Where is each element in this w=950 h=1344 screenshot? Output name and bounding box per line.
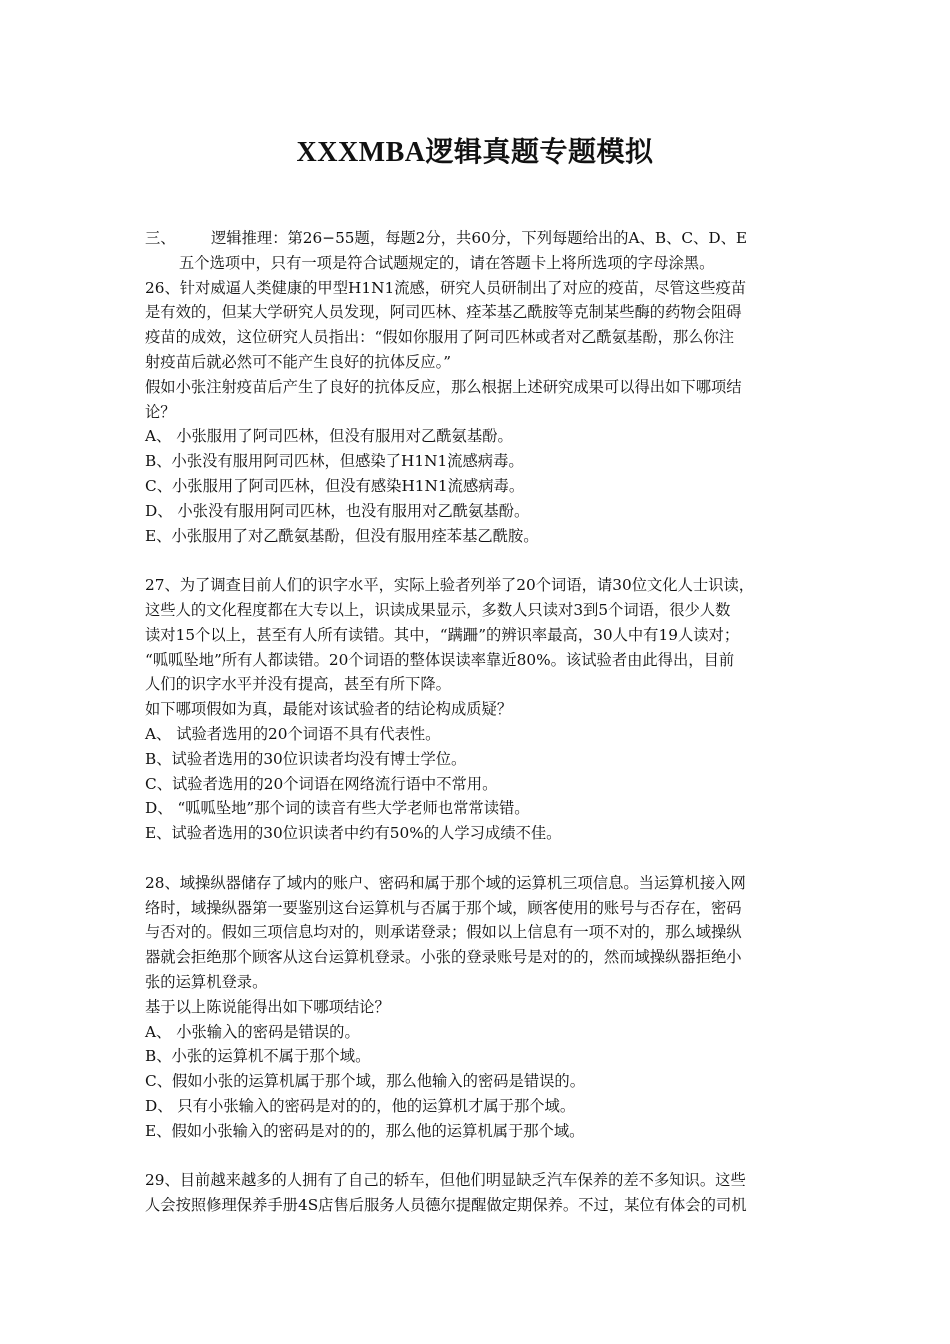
option-e: E、试验者选用的30位识读者中约有50%的人学习成绩不佳。	[145, 824, 562, 843]
question-stem-line: 27、为了调查目前人们的识字水平，实际上验者列举了20个词语，请30位文化人士识读，	[145, 576, 755, 595]
section-number: 三、	[145, 229, 176, 247]
question-stem-line: 络时，域操纵器第一要鉴别这台运算机与否属于那个域，顾客使用的账号与否存在，密码	[145, 898, 742, 917]
question-stem-line: 人们的识字水平并没有提高，甚至有所下降。	[145, 675, 451, 694]
option-d: D、 “呱呱坠地”那个词的读音有些大学老师也常常读错。	[145, 799, 530, 818]
option-a: A、 小张服用了阿司匹林，但没有服用对乙酰氨基酚。	[145, 427, 513, 446]
question-stem-line: 射疫苗后就必然可不能产生良好的抗体反应。”	[145, 352, 452, 371]
question-prompt-line: 假如小张注射疫苗后产生了良好的抗体反应，那么根据上述研究成果可以得出如下哪项结	[145, 377, 742, 396]
option-b: B、小张的运算机不属于那个域。	[145, 1047, 371, 1066]
option-e: E、假如小张输入的密码是对的的，那么他的运算机属于那个域。	[145, 1121, 585, 1140]
question-26	[145, 276, 815, 549]
option-c: C、小张服用了阿司匹林，但没有感染H1N1流感病毒。	[145, 476, 525, 495]
question-stem-line: 28、域操纵器储存了域内的账户、密码和属于那个域的运算机三项信息。当运算机接入网	[145, 873, 746, 892]
question-28	[145, 871, 815, 1144]
question-stem-line: 26、针对威逼人类健康的甲型H1N1流感，研究人员研制出了对应的疫苗，尽管这些疫苗	[145, 278, 747, 297]
question-stem-line: 张的运算机登录。	[145, 972, 268, 991]
instructions-line-1	[145, 226, 815, 251]
question-stem-line: 29、目前越来越多的人拥有了自己的轿车，但他们明显缺乏汽车保养的差不多知识。这些	[145, 1171, 746, 1190]
option-d: D、 只有小张输入的密码是对的的，他的运算机才属于那个域。	[145, 1096, 576, 1115]
option-b: B、小张没有服用阿司匹林，但感染了H1N1流感病毒。	[145, 452, 524, 471]
question-stem-line: 人会按照修理保养手册4S店售后服务人员德尔提醒做定期保养。不过，某位有体会的司机	[145, 1196, 747, 1215]
document-body	[145, 226, 815, 1218]
option-a: A、 试验者选用的20个词语不具有代表性。	[145, 724, 441, 743]
instructions-text-1: 逻辑推理：第26−55题，每题2分，共60分，下列每题给出的A、B、C、D、E	[211, 229, 748, 247]
instructions-line-2: 五个选项中，只有一项是符合试题规定的，请在答题卡上将所选项的字母涂黑。	[179, 253, 715, 272]
option-e: E、小张服用了对乙酰氨基酚，但没有服用痊苯基乙酰胺。	[145, 526, 539, 545]
spacer	[145, 846, 815, 871]
option-c: C、假如小张的运算机属于那个域，那么他输入的密码是错误的。	[145, 1072, 586, 1091]
question-stem-line: 疫苗的成效，这位研究人员指出：“假如你服用了阿司匹林或者对乙酰氨基酚，那么你注	[145, 328, 735, 347]
page-title: XXXMBA逻辑真题专题模拟	[296, 137, 654, 168]
question-stem-line: 器就会拒绝那个顾客从这台运算机登录。小张的登录账号是对的的，然而域操纵器拒绝小	[145, 948, 742, 967]
question-29	[145, 1168, 815, 1218]
question-prompt-line: 论？	[145, 402, 176, 421]
question-stem-line: 读对15个以上，甚至有人所有读错。其中，“蹒跚”的辨识率最高，30人中有19人读对；	[145, 625, 740, 644]
question-prompt-line: 基于以上陈说能得出如下哪项结论？	[145, 997, 390, 1016]
question-prompt-line: 如下哪项假如为真，最能对该试验者的结论构成质疑？	[145, 700, 513, 719]
question-stem-line: “呱呱坠地”所有人都读错。20个词语的整体误读率靠近80%。该试验者由此得出，目前	[145, 650, 735, 669]
option-d: D、 小张没有服用阿司匹林，也没有服用对乙酰氨基酚。	[145, 501, 530, 520]
question-stem-line: 这些人的文化程度都在大专以上，识读成果显示，多数人只读对3到5个词语，很少人数	[145, 600, 731, 619]
option-a: A、 小张输入的密码是错误的。	[145, 1022, 360, 1041]
question-stem-line: 与否对的。假如三项信息均对的，则承诺登录；假如以上信息有一项不对的，那么域操纵	[145, 923, 742, 942]
spacer	[145, 1143, 815, 1168]
question-stem-line: 是有效的，但某大学研究人员发现，阿司匹林、痊苯基乙酰胺等克制某些酶的药物会阻碍	[145, 303, 742, 322]
option-b: B、试验者选用的30位识读者均没有博士学位。	[145, 749, 467, 768]
question-27	[145, 573, 815, 846]
spacer	[145, 548, 815, 573]
option-c: C、试验者选用的20个词语在网络流行语中不常用。	[145, 774, 498, 793]
